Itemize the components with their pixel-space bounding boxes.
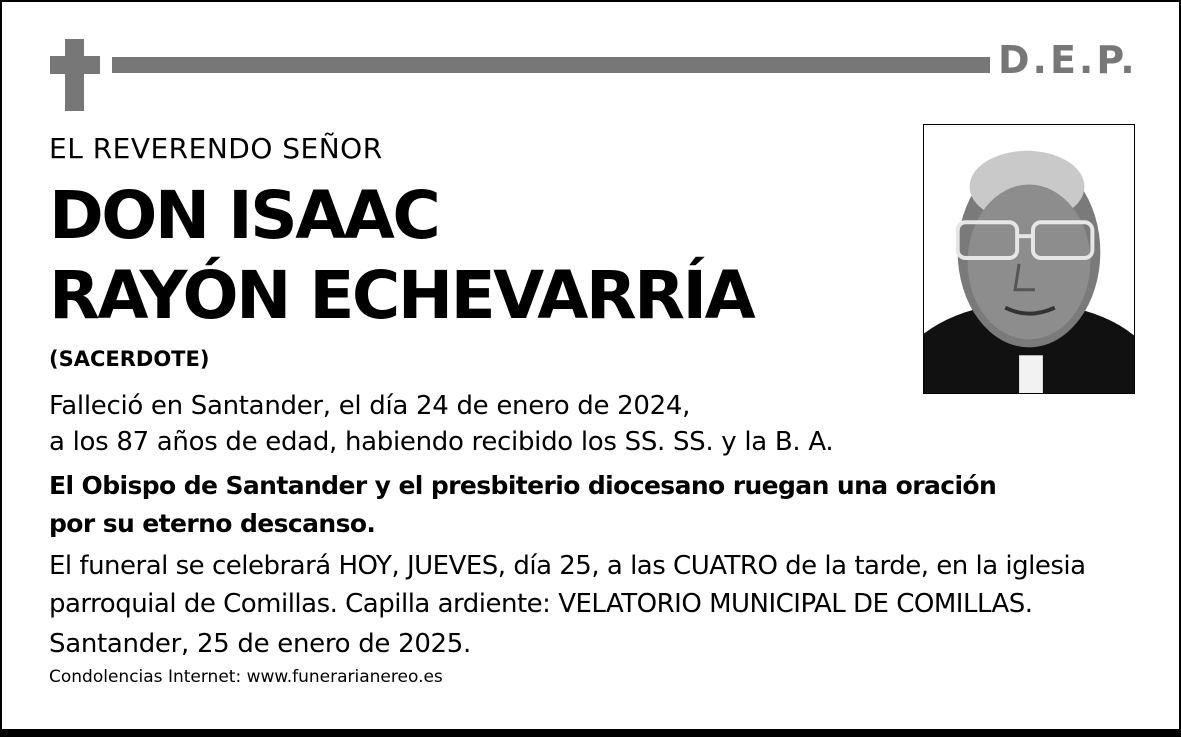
dep-label: D.E.P. (998, 38, 1138, 82)
place-and-date: Santander, 25 de enero de 2025. (49, 629, 472, 659)
title-prefix: EL REVERENDO SEÑOR (49, 132, 383, 165)
funeral-info-line1: El funeral se celebrará HOY, JUEVES, día 25, a las CUATRO de la tarde, en la iglesia (49, 551, 1086, 581)
portrait-illustration (924, 125, 1134, 393)
cross-horizontal-bar (50, 56, 100, 74)
header-rule (112, 57, 990, 73)
deceased-role: (SACERDOTE) (49, 347, 210, 371)
death-info-line1: Falleció en Santander, el día 24 de enero de 2024, (49, 391, 691, 421)
death-info-line2: a los 87 años de edad, habiendo recibido los SS. SS. y la B. A. (49, 427, 834, 457)
cross-vertical-bar (65, 39, 84, 111)
condolences-link[interactable]: Condolencias Internet: www.funerarianereo.es (49, 667, 443, 687)
deceased-name-line1: DON ISAAC (49, 177, 439, 254)
funeral-info-line2: parroquial de Comillas. Capilla ardiente: VELATORIO MUNICIPAL DE COMILLAS. (49, 589, 1033, 619)
portrait-photo (923, 124, 1135, 394)
deceased-name-line2: RAYÓN ECHEVARRÍA (49, 257, 754, 334)
prayer-request-line1: El Obispo de Santander y el presbiterio diocesano ruegan una oración (49, 471, 997, 500)
prayer-request-line2: por su eterno descanso. (49, 509, 376, 538)
cross-icon (50, 39, 100, 111)
